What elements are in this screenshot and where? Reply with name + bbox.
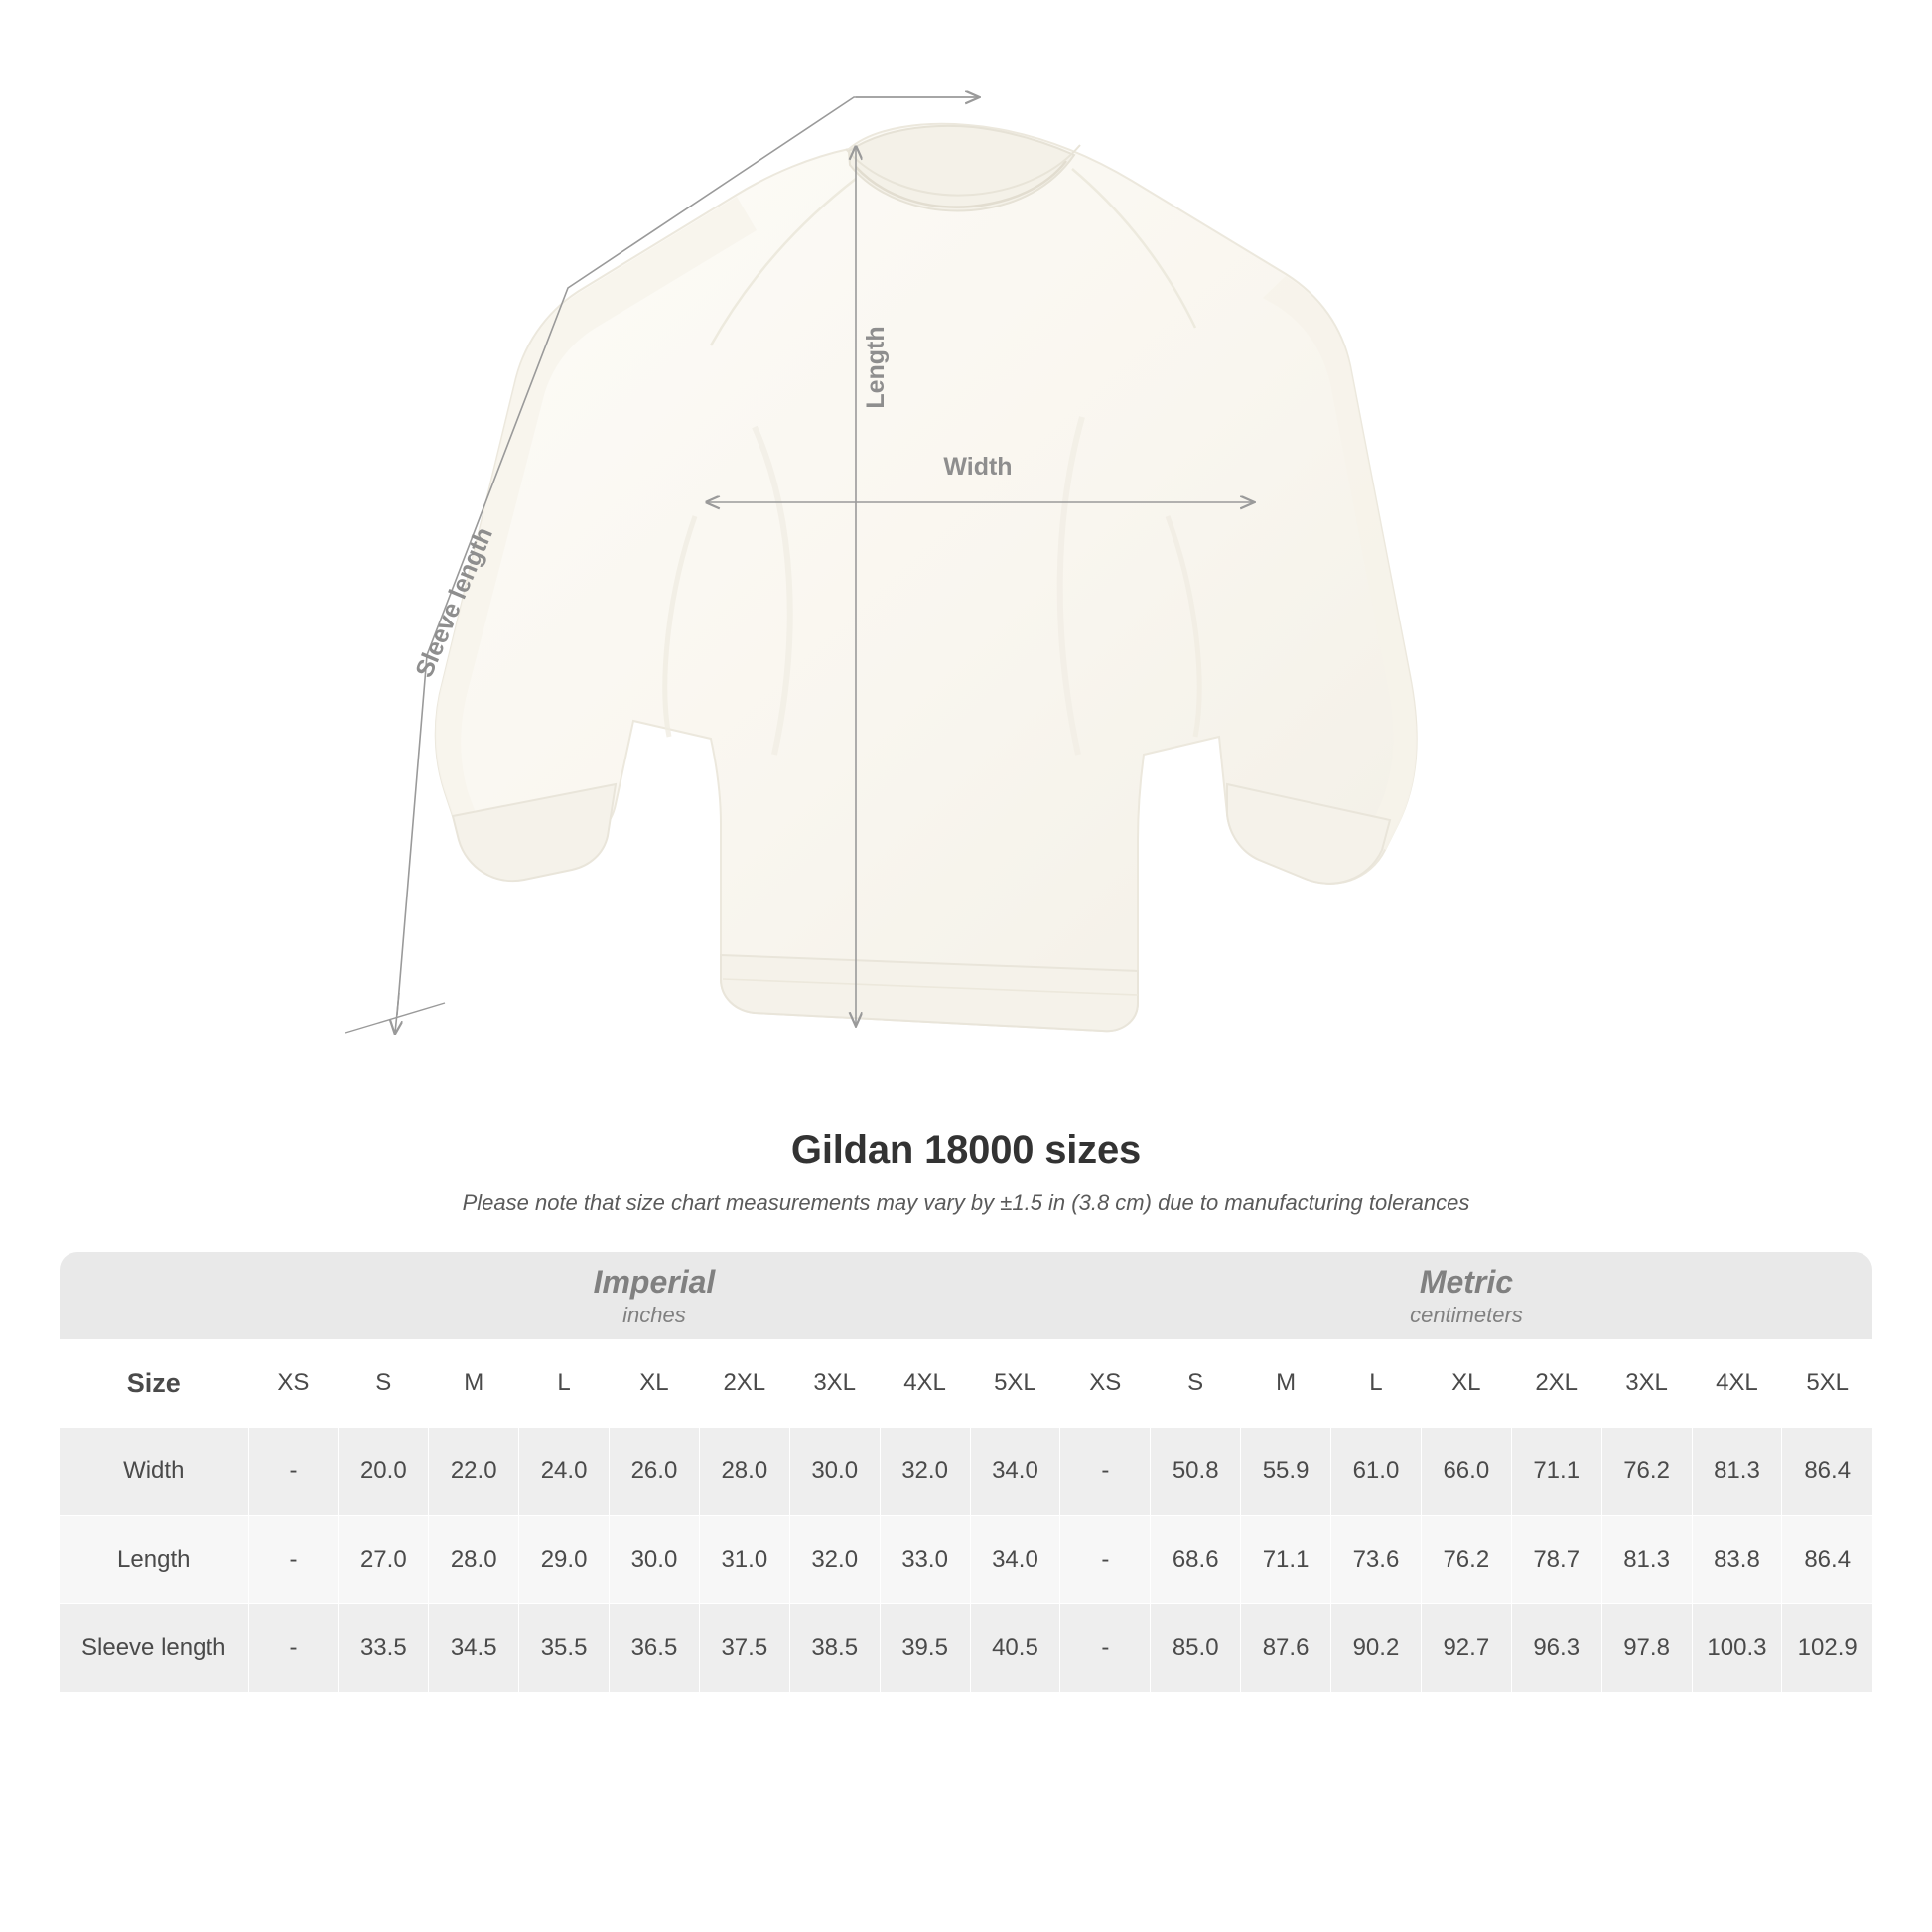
table-row: [60, 1516, 1872, 1604]
cell: 28.0: [429, 1516, 519, 1604]
cell: 34.0: [970, 1428, 1060, 1516]
cell: 81.3: [1692, 1428, 1782, 1516]
cell: -: [248, 1428, 339, 1516]
cell: 100.3: [1692, 1604, 1782, 1693]
cell: 26.0: [610, 1428, 700, 1516]
cell: 33.5: [339, 1604, 429, 1693]
header-cell: 2XL: [1511, 1339, 1601, 1428]
cell: 37.5: [699, 1604, 789, 1693]
header-cell: 2XL: [699, 1339, 789, 1428]
table-row: [60, 1604, 1872, 1693]
cell: -: [1060, 1604, 1151, 1693]
cell: 38.5: [789, 1604, 880, 1693]
cell: 28.0: [699, 1428, 789, 1516]
unit-imperial: [248, 1252, 1060, 1339]
row-label: Length: [60, 1516, 248, 1604]
header-cell: XS: [248, 1339, 339, 1428]
cell: -: [1060, 1516, 1151, 1604]
unit-metric: [1060, 1252, 1872, 1339]
cell: 27.0: [339, 1516, 429, 1604]
unit-imperial-name: Imperial: [593, 1263, 716, 1300]
size-table-wrap: [60, 1252, 1872, 1692]
header-cell: 4XL: [880, 1339, 970, 1428]
row-label: Sleeve length: [60, 1604, 248, 1693]
cell: 34.0: [970, 1516, 1060, 1604]
cell: 32.0: [880, 1428, 970, 1516]
header-cell: L: [519, 1339, 610, 1428]
header-cell: 3XL: [1601, 1339, 1692, 1428]
header-cell: 3XL: [789, 1339, 880, 1428]
unit-header-row: [60, 1252, 1872, 1339]
cell: -: [248, 1516, 339, 1604]
cell: 97.8: [1601, 1604, 1692, 1693]
header-cell: M: [429, 1339, 519, 1428]
column-header-row: [60, 1339, 1872, 1428]
width-label: Width: [943, 453, 1013, 481]
cell: 73.6: [1331, 1516, 1422, 1604]
cell: 83.8: [1692, 1516, 1782, 1604]
cell: 81.3: [1601, 1516, 1692, 1604]
cell: 61.0: [1331, 1428, 1422, 1516]
title-block: [0, 1128, 1932, 1216]
cell: 86.4: [1782, 1428, 1872, 1516]
cell: 55.9: [1241, 1428, 1331, 1516]
length-label: Length: [862, 326, 890, 409]
size-table: [60, 1252, 1872, 1692]
cell: 33.0: [880, 1516, 970, 1604]
header-cell: XS: [1060, 1339, 1151, 1428]
cell: 96.3: [1511, 1604, 1601, 1693]
header-cell: XL: [1421, 1339, 1511, 1428]
tolerance-note: Please note that size chart measurements may vary by ±1.5 in (3.8 cm) due to manufacturing tolerances: [462, 1190, 1470, 1215]
unit-metric-name: Metric: [1419, 1263, 1514, 1300]
cell: 50.8: [1151, 1428, 1241, 1516]
unit-imperial-sub: inches: [622, 1302, 686, 1327]
cell: -: [248, 1604, 339, 1693]
cell: 71.1: [1241, 1516, 1331, 1604]
header-cell: 5XL: [1782, 1339, 1872, 1428]
header-cell: L: [1331, 1339, 1422, 1428]
cell: 30.0: [610, 1516, 700, 1604]
cell: 86.4: [1782, 1516, 1872, 1604]
cell: 68.6: [1151, 1516, 1241, 1604]
cell: 30.0: [789, 1428, 880, 1516]
header-cell: 5XL: [970, 1339, 1060, 1428]
cell: 24.0: [519, 1428, 610, 1516]
header-cell: 4XL: [1692, 1339, 1782, 1428]
cell: 36.5: [610, 1604, 700, 1693]
sleeve-length-label: Sleeve length: [410, 523, 499, 682]
unit-metric-sub: centimeters: [1410, 1302, 1523, 1327]
header-cell: S: [1151, 1339, 1241, 1428]
page-title: Gildan 18000 sizes: [790, 1128, 1142, 1172]
cell: 34.5: [429, 1604, 519, 1693]
cell: 76.2: [1601, 1428, 1692, 1516]
cell: 20.0: [339, 1428, 429, 1516]
cell: 87.6: [1241, 1604, 1331, 1693]
header-cell: S: [339, 1339, 429, 1428]
cell: 22.0: [429, 1428, 519, 1516]
cell: 85.0: [1151, 1604, 1241, 1693]
cell: 32.0: [789, 1516, 880, 1604]
cell: 31.0: [699, 1516, 789, 1604]
cell: 40.5: [970, 1604, 1060, 1693]
cell: 29.0: [519, 1516, 610, 1604]
cell: 78.7: [1511, 1516, 1601, 1604]
cell: 102.9: [1782, 1604, 1872, 1693]
cell: 66.0: [1421, 1428, 1511, 1516]
cell: 90.2: [1331, 1604, 1422, 1693]
header-cell: XL: [610, 1339, 700, 1428]
row-label: Width: [60, 1428, 248, 1516]
cell: 71.1: [1511, 1428, 1601, 1516]
cell: -: [1060, 1428, 1151, 1516]
cell: 92.7: [1421, 1604, 1511, 1693]
sweatshirt-shape: [436, 124, 1417, 1031]
header-size: Size: [60, 1339, 248, 1428]
unit-spacer: [60, 1252, 248, 1339]
table-row: [60, 1428, 1872, 1516]
cell: 39.5: [880, 1604, 970, 1693]
cell: 35.5: [519, 1604, 610, 1693]
cell: 76.2: [1421, 1516, 1511, 1604]
header-cell: M: [1241, 1339, 1331, 1428]
